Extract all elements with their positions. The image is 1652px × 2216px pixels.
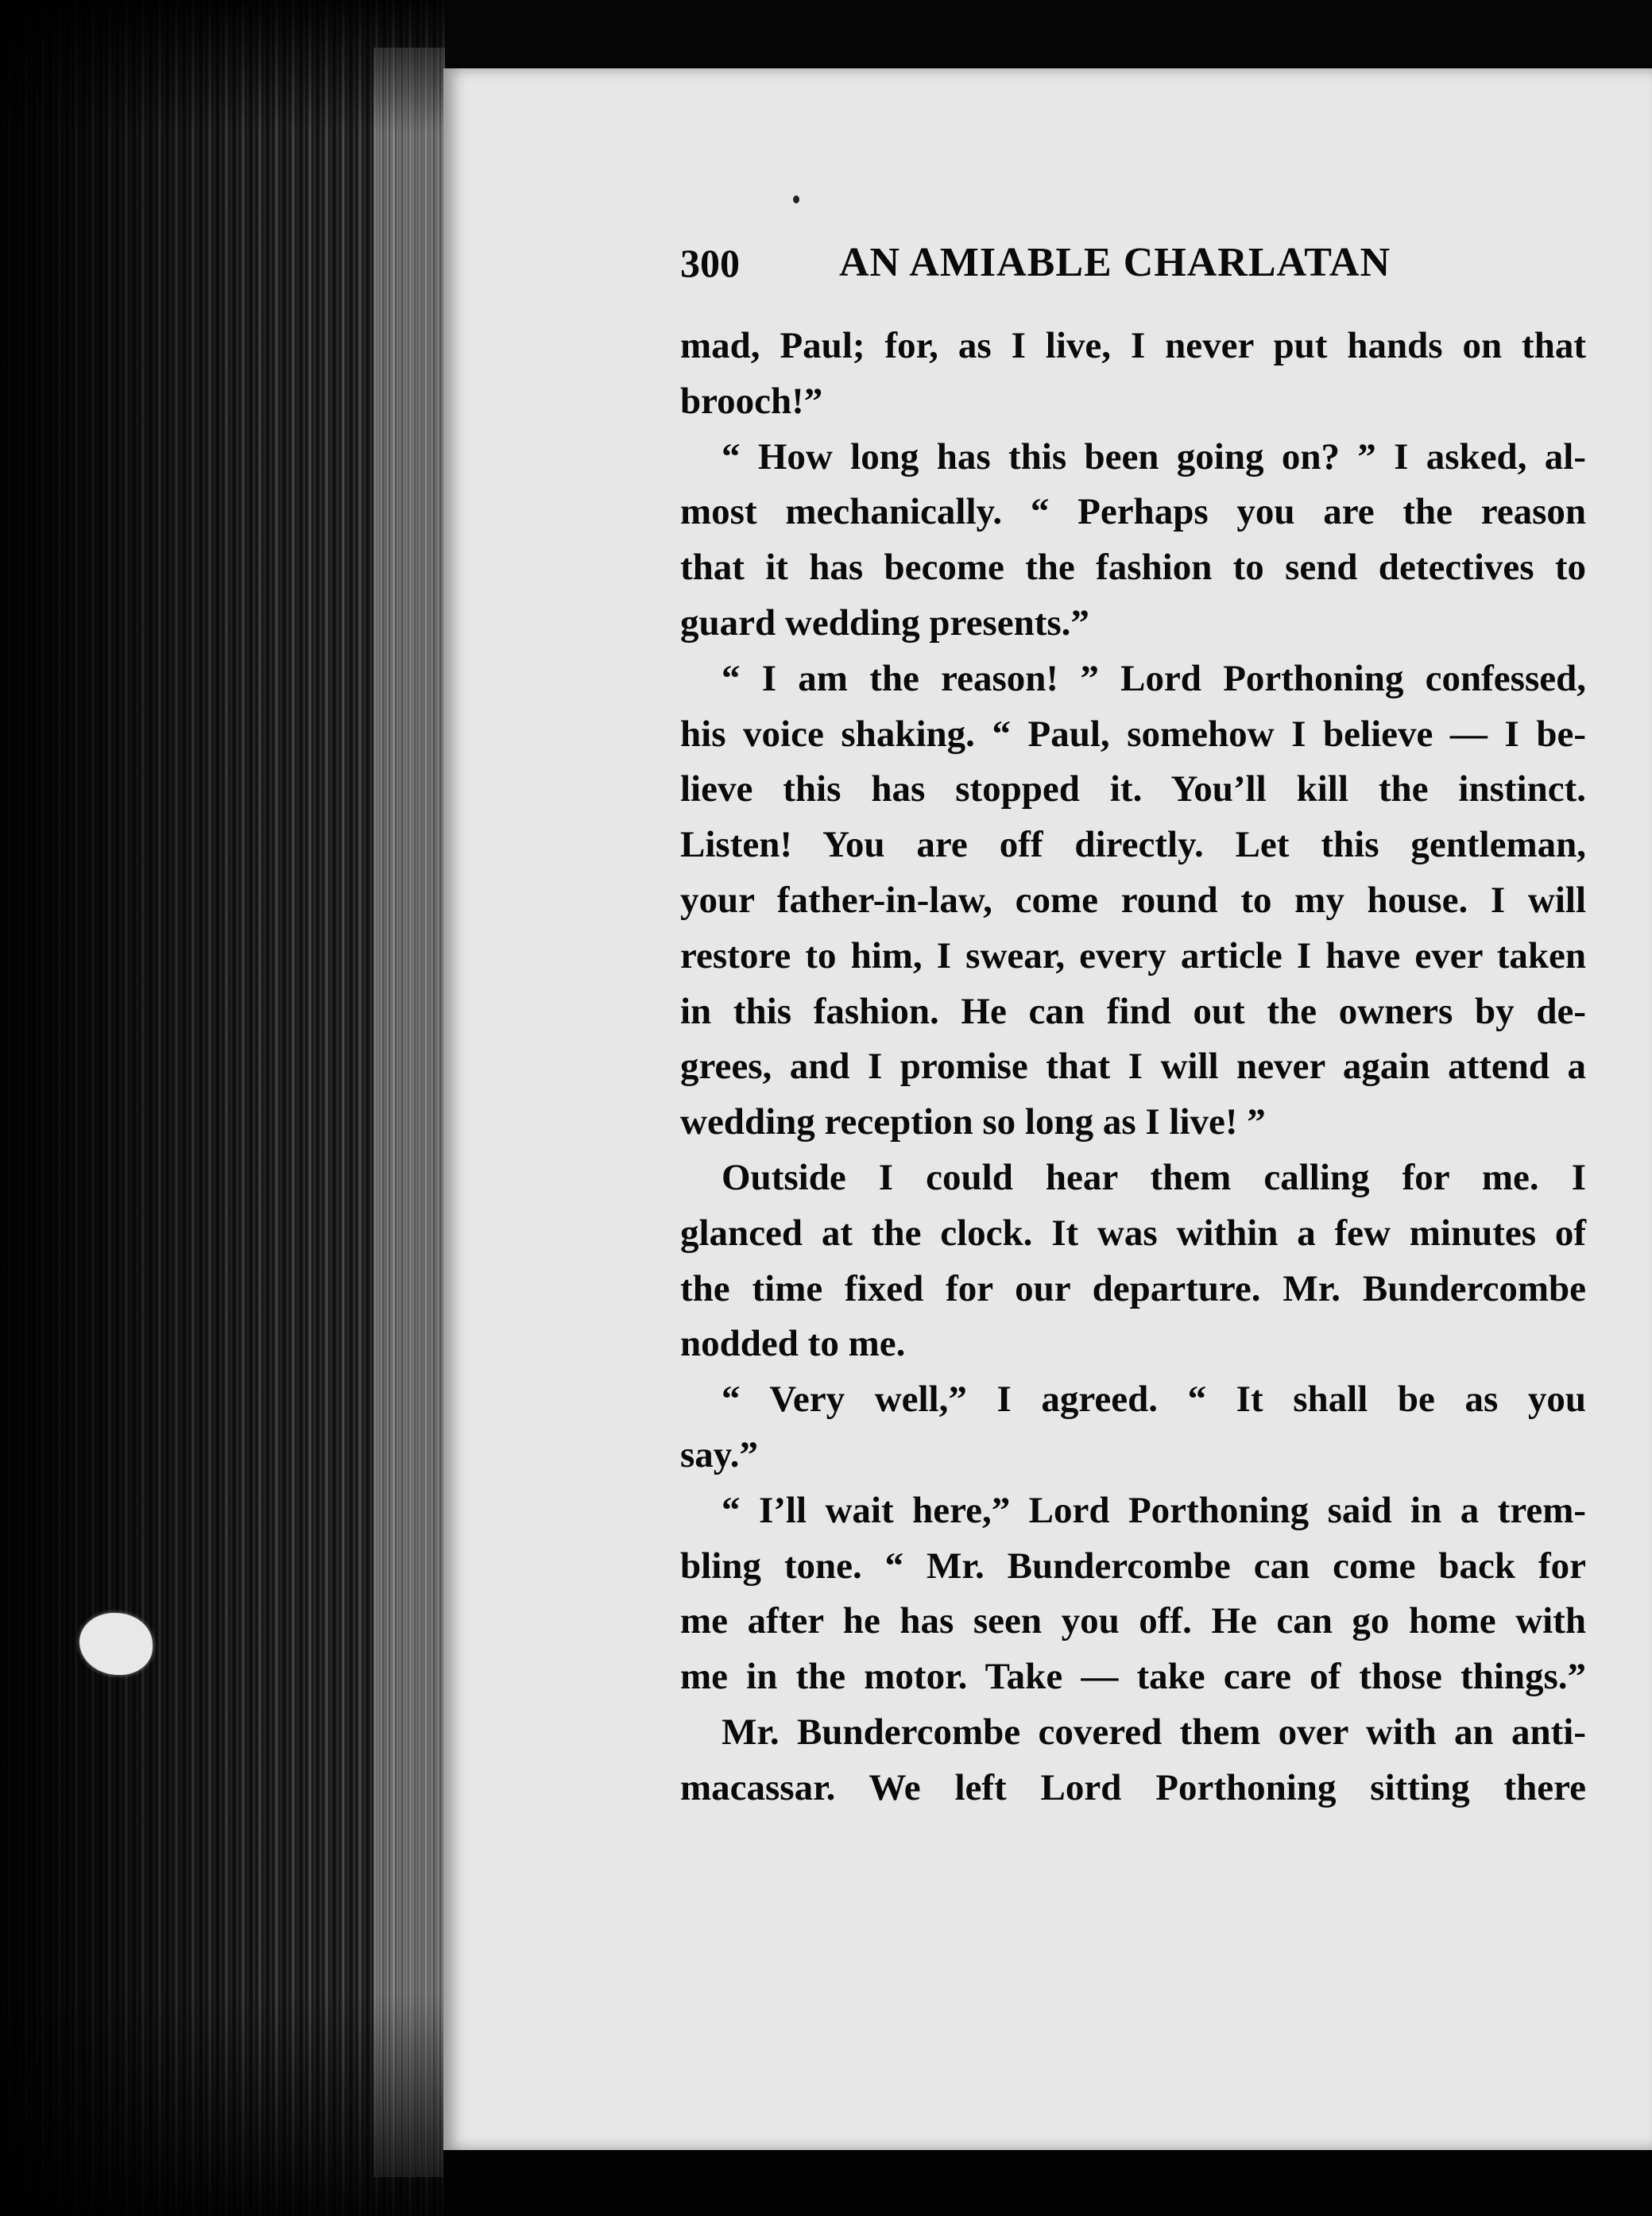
text-line: that it has become the fashion to send detectives to [680, 547, 1586, 589]
text-line: Outside I could hear them calling for me. I [722, 1156, 1586, 1198]
text-line: his voice shaking. “ Paul, somehow I believe — I be- [680, 713, 1586, 755]
text-line: the time fixed for our departure. Mr. Bundercombe [680, 1267, 1586, 1309]
text-line: mad, Paul; for, as I live, I never put hands on that [680, 325, 1586, 366]
text-line: me in the motor. Take — take care of those things.” [680, 1656, 1586, 1698]
running-head: AN AMIABLE CHARLATAN [839, 240, 1391, 285]
text-line: bling tone. “ Mr. Bundercombe can come back for [680, 1545, 1586, 1587]
page-header [680, 231, 1586, 295]
text-line: macassar. We left Lord Porthoning sitting there [680, 1766, 1586, 1808]
text-line: in this fashion. He can find out the owners by de- [680, 990, 1586, 1032]
text-line: lieve this has stopped it. You’ll kill the instinct. [680, 768, 1586, 810]
text-line: “ I’ll wait here,” Lord Porthoning said in a trem- [722, 1489, 1586, 1531]
text-line: Mr. Bundercombe covered them over with an anti- [722, 1711, 1586, 1753]
page-number: 300 [680, 241, 740, 285]
text-line: “ I am the reason! ” Lord Porthoning confessed, [722, 657, 1586, 699]
scan-bottom-border [443, 2150, 1652, 2216]
book-page [443, 68, 1652, 2150]
text-line: grees, and I promise that I will never again attend a [680, 1046, 1586, 1088]
text-line: most mechanically. “ Perhaps you are the reason [680, 491, 1586, 533]
text-line: say.” [680, 1433, 758, 1475]
text-line: nodded to me. [680, 1323, 906, 1365]
ink-speck [793, 195, 799, 203]
spine-shadow [0, 0, 445, 2216]
text-line: “ How long has this been going on? ” I asked, al- [722, 435, 1586, 478]
text-line: “ Very well,” I agreed. “ It shall be as you [722, 1379, 1586, 1421]
text-line: your father-in-law, come round to my house. I will [680, 879, 1586, 921]
text-line: brooch!” [680, 380, 823, 422]
text-line: Listen! You are off directly. Let this gentleman, [680, 824, 1586, 866]
text-line: me after he has seen you off. He can go home with [680, 1600, 1586, 1642]
text-line: guard wedding presents.” [680, 601, 1089, 644]
text-line: wedding reception so long as I live! ” [680, 1101, 1266, 1143]
text-line: restore to him, I swear, every article I have ever taken [680, 934, 1586, 977]
text-line: glanced at the clock. It was within a few minutes of [680, 1212, 1586, 1254]
body-text [680, 319, 1586, 1816]
